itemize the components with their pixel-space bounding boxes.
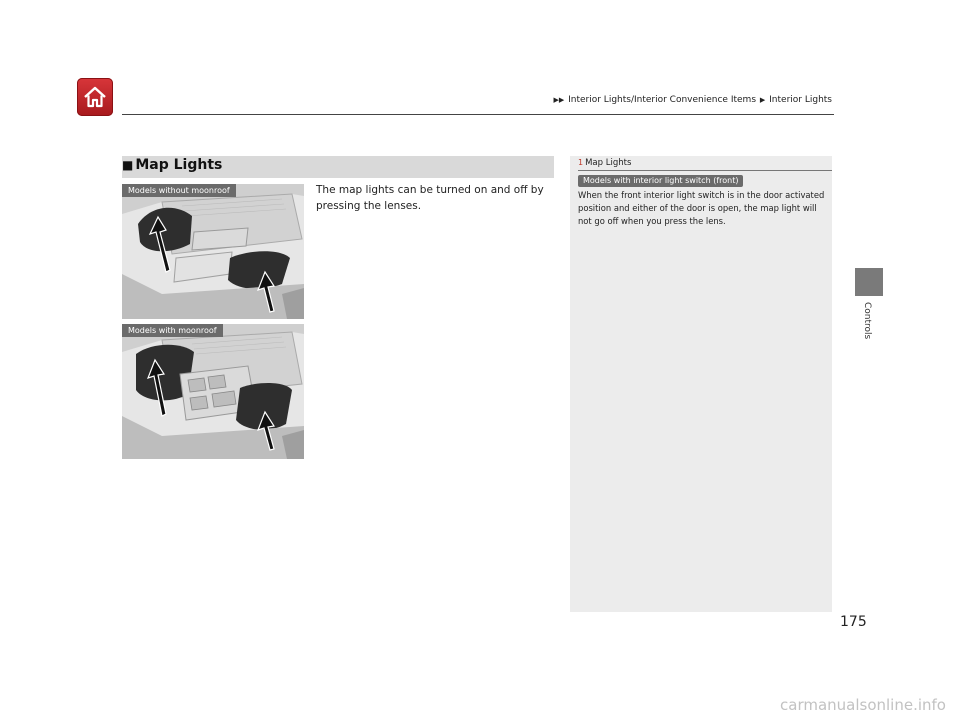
breadcrumb-item[interactable]: Interior Lights/Interior Convenience Items xyxy=(568,95,757,105)
note-divider xyxy=(578,170,832,171)
breadcrumb-item[interactable]: Interior Lights xyxy=(769,95,832,105)
note-marker-icon: 1 xyxy=(578,158,584,167)
chapter-tab[interactable] xyxy=(855,268,883,296)
breadcrumb-arrow-icon: ▶ xyxy=(759,96,766,104)
home-icon xyxy=(82,84,108,110)
note-title: 1 Map Lights xyxy=(578,158,632,168)
figure-map-lights-with-moonroof xyxy=(122,324,304,459)
figure-map-lights-without-moonroof xyxy=(122,184,304,319)
watermark: carmanualsonline.info xyxy=(780,696,946,714)
page-number: 175 xyxy=(840,614,867,630)
square-bullet-icon: ■ xyxy=(122,158,134,172)
map-lights-illustration xyxy=(122,184,304,319)
home-button[interactable] xyxy=(77,78,113,116)
body-text: The map lights can be turned on and off by pressing the lenses. xyxy=(316,184,544,212)
note-text: When the front interior light switch is in the door activated position and either of the door is open, the map light will not go off when you press the lens. xyxy=(578,190,825,226)
breadcrumb-arrow-icon: ▶▶ xyxy=(553,96,565,104)
figure-label: Models without moonroof xyxy=(122,184,236,197)
breadcrumb xyxy=(552,95,832,105)
chapter-tab-label[interactable]: Controls xyxy=(862,302,872,340)
header-divider xyxy=(122,114,834,115)
map-lights-illustration xyxy=(122,324,304,459)
note-model-badge: Models with interior light switch (front) xyxy=(578,175,743,187)
figure-label: Models with moonroof xyxy=(122,324,223,337)
section-title: ■ Map Lights xyxy=(122,157,223,173)
